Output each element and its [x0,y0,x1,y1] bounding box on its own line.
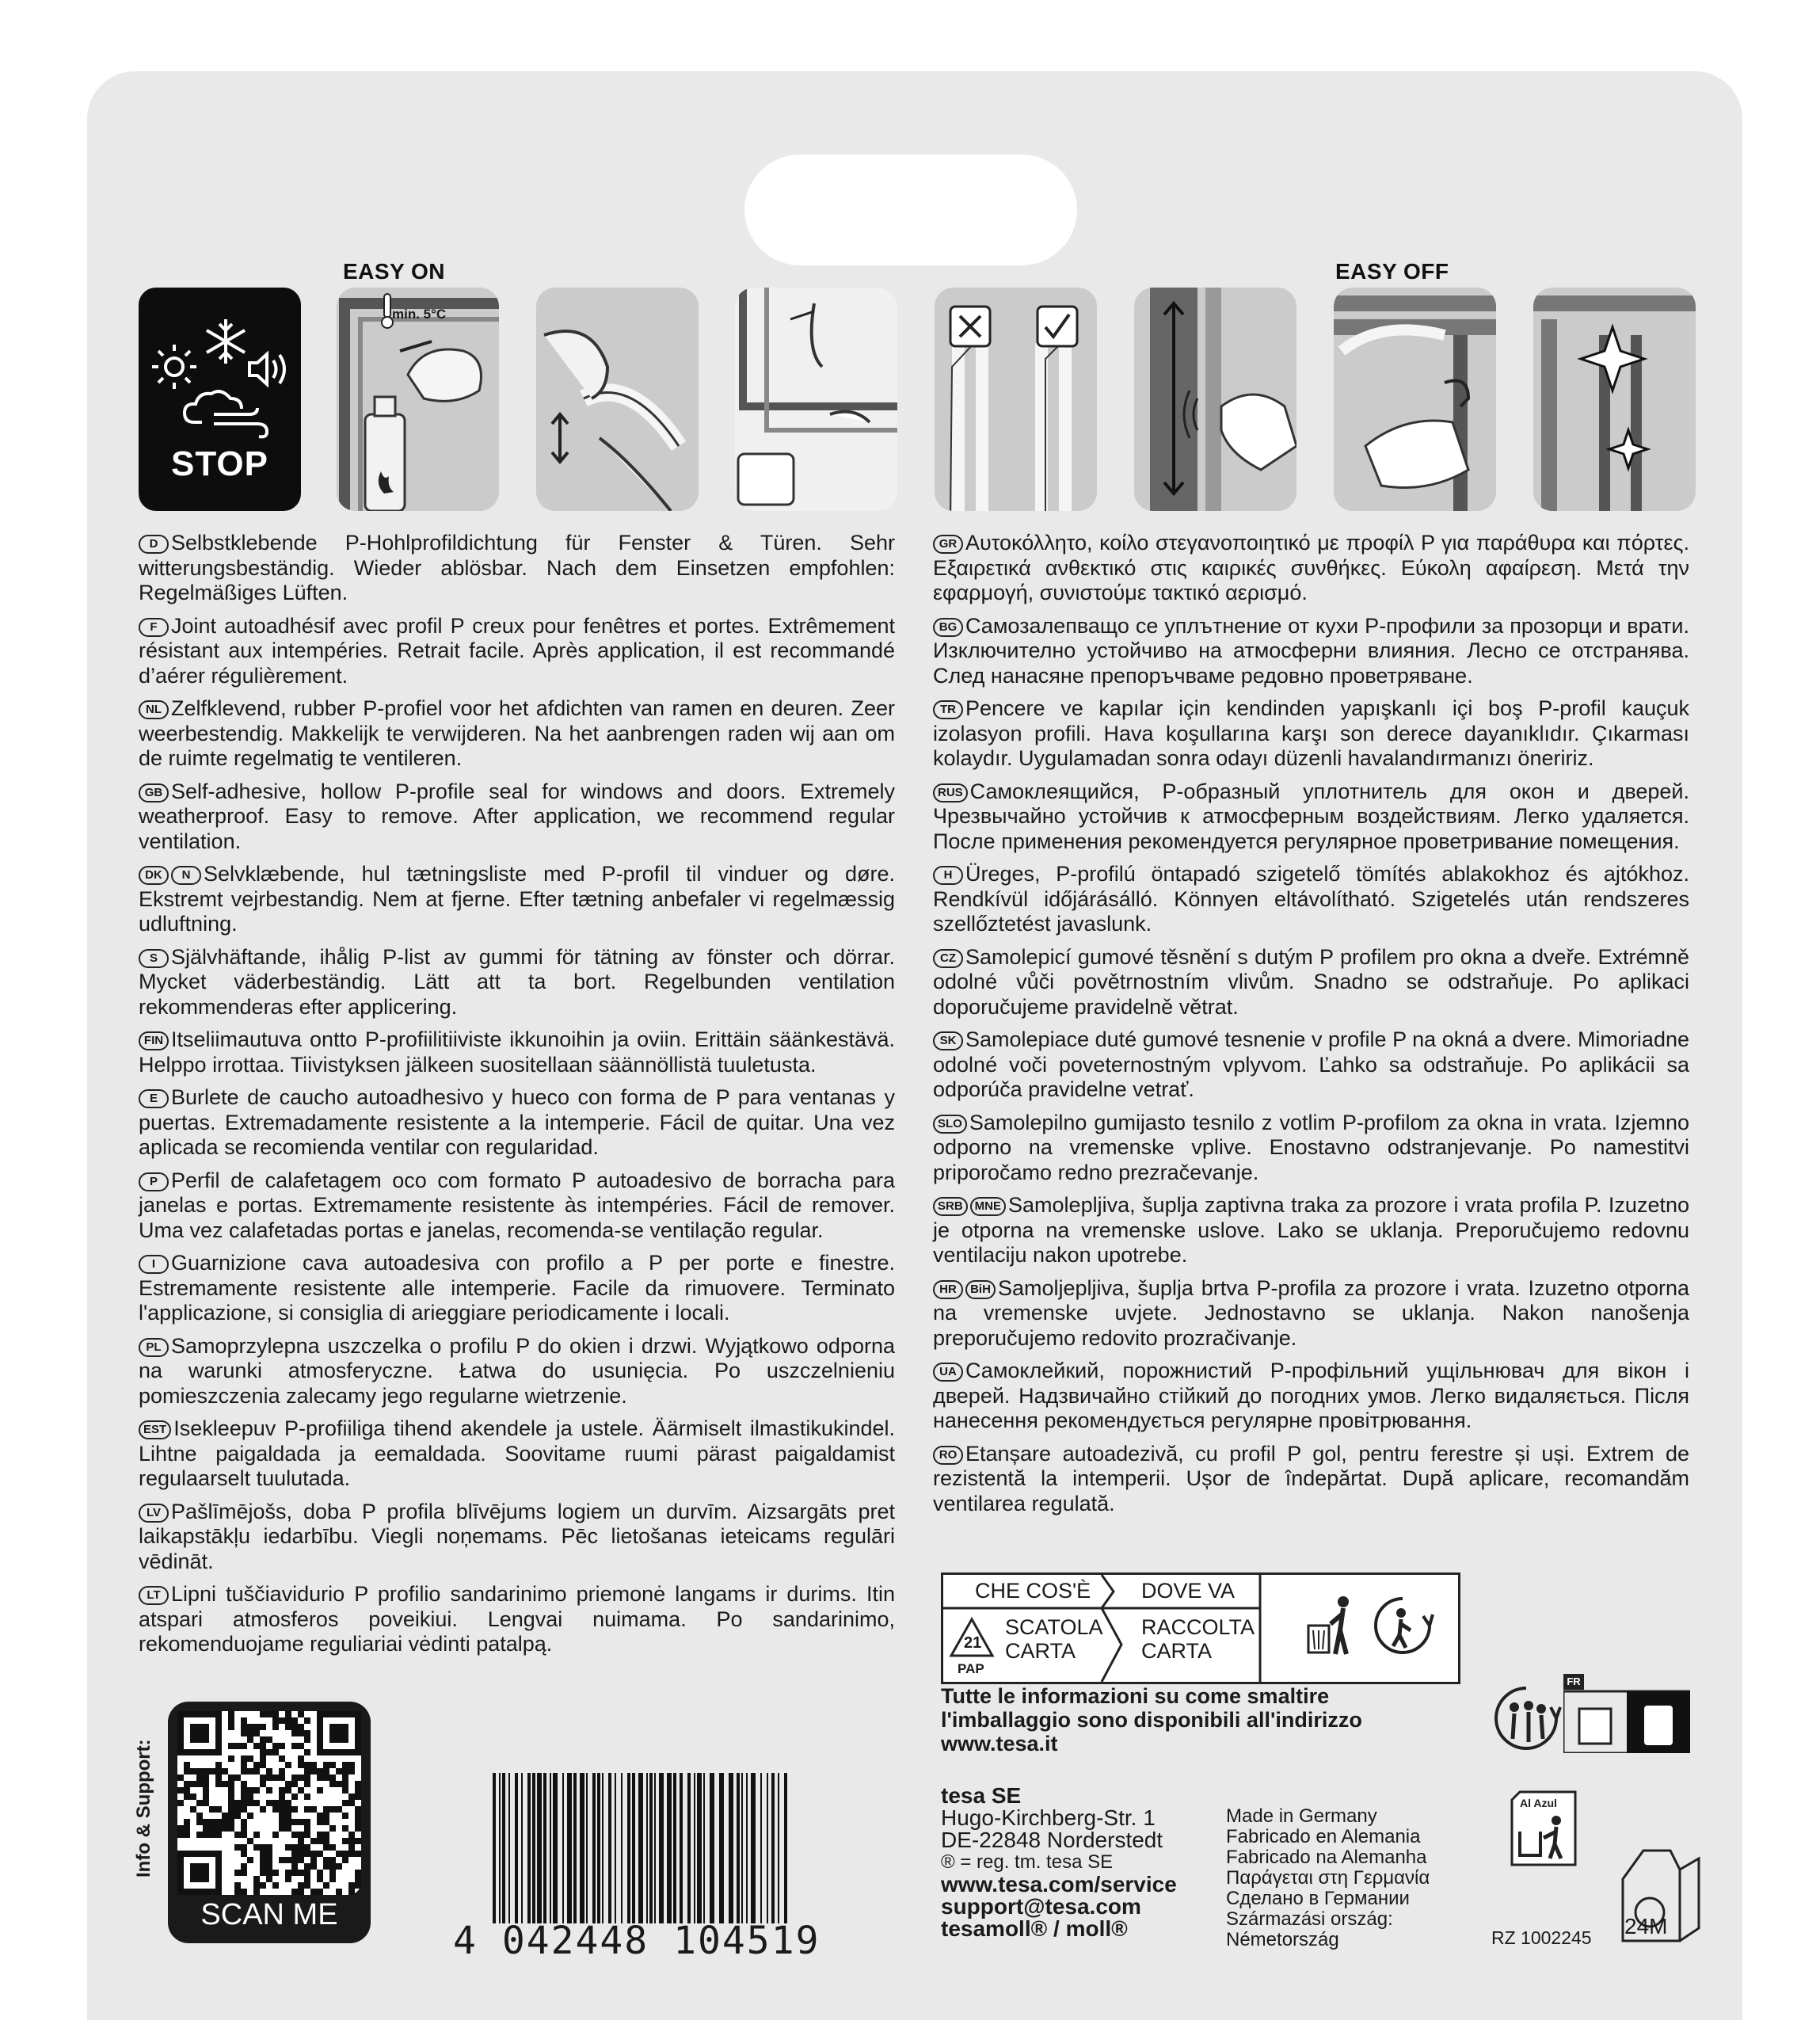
ean-number [453,1919,821,1963]
step-panel-peel [536,288,699,511]
country-code-badge: BG [933,618,963,637]
easy-on-label: EASY ON [343,259,446,284]
language-text: Samoljepljiva, šuplja brtva P-profila za prozore i vrata. Izuzetno otporna na vremenske uvjete. Jednostavno se uklanja. Nakon nanošenja preporučujemo redovito prozračivanje. [933,1275,1689,1350]
article-code: RZ 1002245 [1491,1927,1592,1948]
language-paragraph [139,1500,895,1575]
country-code-badge: TR [933,700,963,719]
language-paragraph [139,1582,895,1657]
language-paragraph [139,696,895,772]
made-in-line: Fabricado en Alemania [1226,1826,1421,1847]
company-name: tesa SE [941,1783,1022,1808]
language-paragraph [933,780,1689,855]
service-url[interactable]: www.tesa.com/service [941,1872,1177,1896]
qr-pattern [177,1711,361,1895]
language-text: Perfil de calafetagem oco com formato P autoadesivo de borracha para janelas e portas. Extremamente resistente às intempéries. Fácil de remover. Uma vez calafetadas portas e janelas, recomenda-se ventilação regular. [139,1168,895,1242]
box-icon [1579,1709,1611,1744]
step-panel-clean-result [1533,288,1696,511]
material-line-1: SCATOLA [1005,1615,1103,1639]
language-paragraph [933,696,1689,772]
language-text: Samoprzylepna uszczelka o profilu P do okien i drzwi. Wyjątkowo odporna na warunki atmosferyczne. Łatwa do usunięcia. Po uszczelnieniu pomieszczenia zalecamy jego regularne wietrzenie. [139,1333,895,1408]
language-paragraph [933,1193,1689,1268]
country-code-badge: I [139,1255,169,1274]
language-text: Самоклеящийся, Р-образный уплотнитель для окон и дверей. Чрезвычайно устойчив к атмосферным воздействиям. Легко удаляется. После применения рекомендуется регулярное проветривание помещения. [933,779,1689,853]
language-text: Isekleepuv P-profiiliga tihend akendele ja ustele. Äärmiselt ilmastikukindel. Lihtne paigaldada ja eemaldada. Soovitame ruumi pärast paigaldamist regulaarselt tuulutada. [139,1416,895,1490]
sun-icon [152,345,196,389]
made-in [1226,1806,1430,1950]
country-code-badge: EST [139,1420,171,1439]
wind-cloud-icon [185,391,267,436]
language-paragraph [933,531,1689,606]
language-paragraph [139,1334,895,1409]
language-paragraph [139,531,895,606]
made-in-line: Németország [1226,1929,1339,1950]
language-paragraph [139,1416,895,1492]
country-code-badge: SK [933,1031,963,1050]
country-code-badge: NL [139,700,169,719]
al-azul-block [1509,1789,1578,1868]
language-paragraph [933,614,1689,689]
company-street: Hugo-Kirchberg-Str. 1 [941,1805,1156,1830]
country-code-badge: SRB [933,1197,968,1216]
hanger-hole [744,154,1077,265]
country-code-badge: H [933,866,963,885]
language-text: Self-adhesive, hollow P-profile seal for windows and doors. Extremely weatherproof. Easy to remove. After application, we recommend regular ventilation. [139,779,895,853]
qr-code[interactable] [177,1711,361,1895]
language-text: Samolepilno gumijasto tesnilo z votlim P-profilom za okna in vrata. Izjemno odporno na vremenske vplive. Enostavno odstranjevanje. Po namestitvi priporočamo redno prezračevanje. [933,1110,1689,1184]
brand-name: tesamoll® / moll® [941,1916,1128,1941]
language-text: Samolepicí gumové těsnění s dutým P profilem pro okna a dveře. Extrémně odolné vůči povětrnostním vlivům. Snadno se odstraňuje. Po aplikaci doporučujeme pravidelně větrat. [933,944,1689,1019]
language-text: Selbstklebende P-Hohlprofildichtung für Fenster & Türen. Sehr witterungsbeständig. Wieder ablösbar. Nach dem Einsetzen empfohlen: Regelmäßiges Lüften. [139,531,895,604]
container-icon [1644,1706,1673,1745]
language-text: Självhäftande, ihålig P-list av gummi för tätning av fönster och dörrar. Mycket väderbeständig. Lätt att ta bort. Regelbunden ventilation rekommenderas efter applicering. [139,944,895,1019]
language-text: Samolepiace duté gumové tesnenie v profile P na okná a dvere. Mimoriadne odolné voči poveternostným vplyvom. Ľahko sa odstraňuje. Po aplikácii sa odporúča pravidelne vetrať. [933,1027,1689,1101]
temperature-label: min. 5°C [392,307,447,322]
table-header-where: DOVE VA [1141,1579,1236,1603]
language-paragraph [139,780,895,855]
language-paragraph [933,1027,1689,1103]
language-paragraph [139,862,895,937]
language-paragraph [933,945,1689,1020]
info-tri-block [1563,1674,1690,1753]
text-column-right [933,531,1689,1524]
barcode [493,1773,794,1923]
shelf-life-label: 24M [1624,1914,1668,1938]
step-panel-correct [935,288,1097,511]
stop-label: STOP [170,444,268,483]
language-text: Αυτοκόλλητο, κοίλο στεγανοποιητικό με προφίλ P για παράθυρα και πόρτες. Εξαιρετικά ανθεκτικό στις καιρικές συνθήκες. Εύκολη αφαίρεση. Μετά την εφαρμογή, συνιστούμε τακτικό αερισμό. [933,531,1689,604]
country-code-badge: FIN [139,1031,169,1050]
sound-icon [249,354,284,384]
made-in-line: Fabricado na Alemanha [1226,1847,1427,1868]
easy-off-label: EASY OFF [1335,259,1449,284]
language-text: Üreges, P-profilú öntapadó szigetelő tömítés ablakokhoz és ajtókhoz. Rendkívül időjárásálló. Könnyen eltávolítható. Szigetelés után rendszeres szellőztetést javaslunk. [933,862,1689,936]
recycle-person-icon [1371,1594,1434,1657]
language-paragraph [139,945,895,1020]
disposal-line-2: l'imballaggio sono disponibili all'indirizzo [941,1708,1362,1732]
language-paragraph [139,614,895,689]
country-code-badge: LT [139,1586,169,1605]
country-code-badge: N [171,866,201,885]
language-paragraph [139,1027,895,1077]
language-text: Guarnizione cava autoadesiva con profilo a P per porte e finestre. Estremamente resistente alle intemperie. Facile da rimuovere. Terminato l'applicazione, si consiglia di arieggiare periodicamente i locali. [139,1251,895,1325]
language-text: Lipni tuščiavidurio P profilio sandarinimo priemonė langams ir durims. Itin atspari atmosferos poveikiui. Lengvai nuimama. Po sandarinimo, rekomenduojame reguliariai vėdinti patalpą. [139,1582,895,1656]
scan-me-label: SCAN ME [200,1898,338,1931]
snowflake-icon [207,319,245,364]
collection-line-2: CARTA [1141,1639,1213,1663]
language-text: Joint autoadhésif avec profil P creux pour fenêtres et portes. Extrêmement résistant aux intempéries. Retrait facile. Après application, il est recommandé d’aérer régulièrement. [139,613,895,688]
ean-group-1: 042448 [501,1919,649,1963]
collection-line-1: RACCOLTA [1141,1615,1255,1639]
country-code-badge: E [139,1089,169,1108]
language-text: Burlete de caucho autoadhesivo y hueco con forma de P para ventanas y puertas. Extremadamente resistente a la intemperie. Fácil de quitar. Una vez aplicada se recomienda ventilar con regularidad. [139,1085,895,1159]
language-text: Pencere ve kapılar için kendinden yapışkanlı içi boş P-profil kauçuk izolasyon profili. Hava koşullarına karşı son derece dayanıklıdır. Çıkarması kolaydır. Uygulamadan sonra odayı düzenli havalandırmanızı öneririz. [933,696,1689,770]
country-code-badge: LV [139,1504,169,1523]
made-in-line: Származási ország: [1226,1908,1393,1930]
stop-badge [139,288,301,511]
country-code-badge: RO [933,1446,963,1465]
country-code-badge: PL [139,1338,169,1357]
company-city: DE-22848 Norderstedt [941,1828,1163,1852]
country-code-badge: S [139,949,169,968]
ean-group-2: 104519 [673,1919,821,1963]
step-panel-press [1134,288,1296,511]
language-text: Pašlīmējošs, doba P profila blīvējums logiem un durvīm. Aizsargāts pret laikapstākļu iedarbību. Viegli noņemams. Pēc lietošanas ieteicams regulāri vēdināt. [139,1499,895,1573]
language-paragraph [933,1111,1689,1186]
country-code-badge: UA [933,1363,963,1382]
ean-first-digit: 4 [453,1919,478,1963]
info-support-label: Info & Support: [133,1739,154,1877]
country-code-badge: GB [139,783,169,802]
country-code-badge: P [139,1172,169,1191]
country-code-badge: SLO [933,1115,967,1134]
country-code-badge: DK [139,866,169,885]
language-text: Itseliimautuva ontto P-profiilitiiviste ikkunoihin ja oviin. Erittäin säänkestävä. Helppo irrottaa. Tiivistyksen jälkeen suositellaan säännöllistä tuuletusta. [139,1027,895,1077]
language-paragraph [139,1085,895,1161]
made-in-line: Παράγεται στη Γερμανία [1226,1867,1430,1889]
language-paragraph [933,1359,1689,1434]
text-column-left [139,531,895,1665]
step-panel-remove [1334,288,1496,511]
al-azul-label: Al Azul [1520,1797,1557,1809]
country-code-badge: BiH [965,1280,996,1299]
language-text: Selvklæbende, hul tætningsliste med P-profil til vinduer og døre. Ekstremt vejrbestandig. Nem at fjerne. Efter tætning anbefaler vi regelmæssig udluftning. [139,862,895,936]
registered-trademark: ® = reg. tm. tesa SE [941,1851,1114,1873]
weather-icons [139,288,301,446]
disposal-url[interactable]: www.tesa.it [941,1732,1058,1755]
bin-person-icon [1304,1594,1359,1657]
country-code-badge: D [139,535,169,554]
language-paragraph [933,1442,1689,1517]
language-text: Zelfklevend, rubber P-profiel voor het afdichten van ramen en deuren. Zeer weerbestendig. Makkelijk te verwijderen. Na het aanbrengen raden wij aan om de ruimte regelmatig te ventileren. [139,696,895,770]
country-code-badge: RUS [933,783,968,802]
fr-label: FR [1563,1674,1584,1690]
triman-icon [1491,1683,1562,1755]
country-code-badge: MNE [970,1197,1006,1216]
country-code-badge: HR [933,1280,963,1299]
step-panel-apply [735,288,897,511]
recycle-code-number: 21 [964,1634,982,1652]
country-code-badge: CZ [933,949,963,968]
disposal-line-1: Tutte le informazioni su come smaltire [941,1684,1330,1708]
table-header-what: CHE COS'È [975,1579,1091,1603]
language-paragraph [139,1251,895,1326]
support-email[interactable]: support@tesa.com [941,1894,1141,1919]
country-code-badge: F [139,618,169,637]
company-address [941,1785,1177,1940]
step-panel-clean [337,288,499,511]
language-text: Самозалепващо се уплътнение от кухи Р-профили за прозорци и врати. Изключително устойчиво на атмосферни влияния. Лесно се отстранява. След нанасяне препоръчваме редовно проветряване. [933,613,1689,688]
shelf-life-icon [1620,1846,1707,1946]
qr-code-block[interactable] [168,1702,371,1943]
language-text: Самоклейкий, порожнистий Р-профільний ущільнювач для вікон і дверей. Надзвичайно стійкий до погодних умов. Легко видаляється. Після нанесення рекомендується регулярне провітрювання. [933,1359,1689,1432]
made-in-line: Сделано в Германии [1226,1888,1410,1909]
language-paragraph [139,1168,895,1244]
language-paragraph [933,1276,1689,1351]
made-in-line: Made in Germany [1226,1805,1377,1827]
language-text: Samolepljiva, šuplja zaptivna traka za prozore i vrata profila P. Izuzetno je otporna na vremenske uslove. Lako se uklanja. Preporučujemo redovnu ventilaciju nakon upotrebe. [933,1193,1689,1267]
language-paragraph [933,862,1689,937]
country-code-badge: GR [933,535,963,554]
language-text: Etanșare autoadezivă, cu profil P gol, pentru ferestre și uși. Extrem de rezistentă la intemperii. Ușor de îndepărtat. După aplicare, recomandăm ventilarea regulată. [933,1441,1689,1515]
material-line-2: CARTA [1005,1639,1076,1663]
disposal-info [941,1684,1362,1755]
recycling-table [941,1572,1460,1684]
recycle-code-label: PAP [958,1661,984,1676]
